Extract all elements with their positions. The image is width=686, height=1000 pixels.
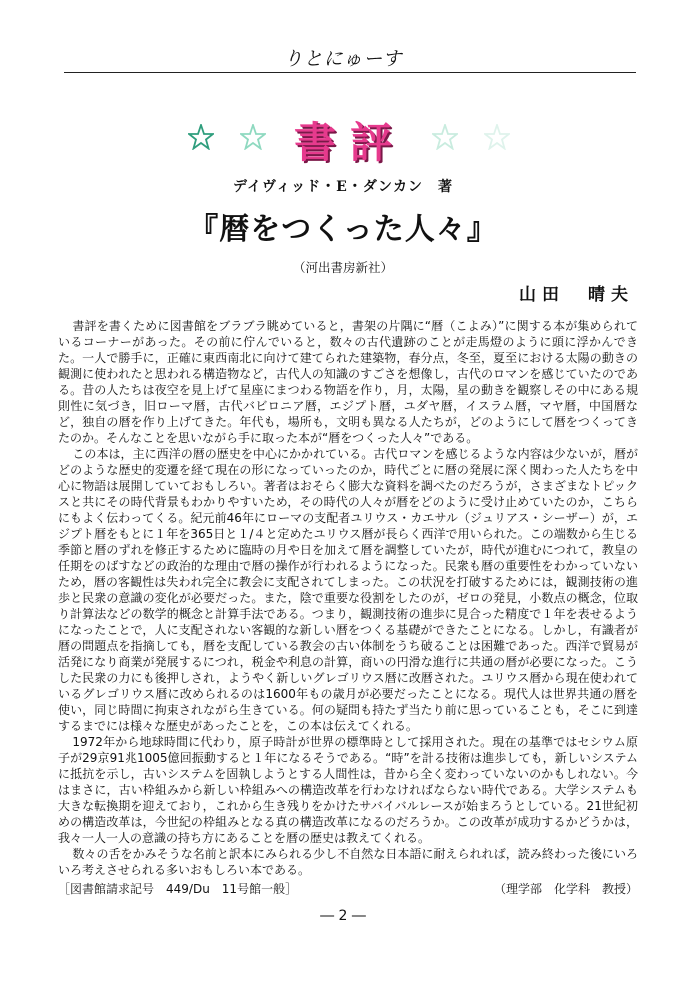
paragraph: 書評を書くために図書館をブラブラ眺めていると，書架の片隅に“暦（こよみ）”に関する本が集められているコーナーがあった。その前に佇んでいると，数々の古代遺跡のことが走馬燈のように頭に浮かんできた。一人で勝手に，正確に東西南北に向けて建てられた建築物，春分点，冬至，夏至における太陽の動きの観測に使われたと思われる構造物など，古代人の知識のすごさを想像し，古代のロマンを感じていたのである。昔の人たちは夜空を見上げて星座にまつわる物語を作り，月，太陽，星の動きを観察しその中にある規則性に気づき，旧ローマ暦，古代バビロニア暦，エジプト暦，ユダヤ暦，イスラム暦，マヤ暦，中国暦など，独自の暦を作り上げてきた。年代も，場所も，文明も異なる人たちが，どのようにして暦をつくってきたのか。そんなことを思いながら手に取った本が“暦をつくった人々”である。 xyxy=(58,319,638,445)
header-rule xyxy=(64,72,636,73)
section-title: 書評 xyxy=(293,118,406,167)
book-publisher: （河出書房新社） xyxy=(292,260,393,275)
paragraph: この本は，主に西洋の暦の歴史を中心にかかれている。古代ロマンを感じるような内容は少ないが，暦がどのような歴史的変遷を経て現在の形になっていったのか，時代ごとに暦の発展に深く関わった人たちを中心に物語は展開していておもしろい。著者はおそらく膨大な資料を調べたのだろうが，さまざまなトピックスと共にその時代背景もわかりやすいため，その時代の人々が暦をどのように受け止めていたのか，こちらにもよく伝わってくる。紀元前46年にローマの支配者ユリウス・カエサル（ジュリアス・シーザー）が，エジプト暦をもとに１年を365日と１/４と定めたユリウス暦が長らく西洋で用いられた。この端数から生じる季節と暦のずれを修正するために臨時の月や日を加えて暦を調整していたが，時代が進むにつれて，教皇の任期をのばすなどの政治的な理由で暦の操作が行われるようになった。民衆も暦の重要性をわかっていないため，暦の客観性は失われ完全に教会に支配されてしまった。この状況を打破するためには，観測技術の進歩と民衆の意識の変化が必要だった。また，陰で重要な役割をしたのが，ゼロの発見，小数点の概念，位取り計算法などの数学的概念と計算手法である。つまり，観測技術の進歩に見合った精度で１年を表せるようになったことで，人に支配されない客観的な新しい暦をつくる基礎ができたことになる。しかし，有識者が暦の問題点を指摘しても，暦を支配している教会の古い体制をうち破ることは困難であった。西洋で貿易が活発になり商業が発展するにつれ，税金や利息の計算，商いの円滑な進行に共通の暦が必要になった。こうした民衆の力にも後押しされ，ようやく新しいグレゴリウス暦に改暦された。ユリウス暦から現在使われているグレゴリウス暦に改められるのは1600年もの歳月が必要だったことになる。現代人は世界共通の暦を使い，同じ時間に拘束されながら生きている。何の疑問も持たず当たり前に思っていることも，そこに到達するまでには様々な歴史があったことを，この本は伝えてくれる。 xyxy=(58,447,638,733)
book-author: デイヴィッド・E・ダンカン 著 xyxy=(233,179,453,195)
star-icon xyxy=(188,124,214,150)
book-title: 『暦をつくった人々』 xyxy=(188,212,498,247)
reviewer-name: 山田 晴夫 xyxy=(519,285,634,305)
section-heading xyxy=(0,108,686,167)
newsletter-title: りとにゅーす xyxy=(283,48,403,70)
page-number: ― 2 ― xyxy=(320,908,366,924)
review-body xyxy=(58,318,638,878)
star-icon xyxy=(432,124,458,150)
call-number: ［図書館請求記号 449/Du 11号館一般］ xyxy=(58,882,298,896)
star-icon xyxy=(240,124,266,150)
paragraph: 数々の舌をかみそうな名前と訳本にみられる少し不自然な日本語に耐えられれば，読み終わった後にいろいろ考えさせられる多いおもしろい本である。 xyxy=(58,847,638,877)
paragraph: 1972年から地球時間に代わり，原子時計が世界の標準時として採用された。現在の基準ではセシウム原子が29京91兆1005億回振動すると１年になるそうである。“時”を計る技術は進歩しても，新しいシステムに抵抗を示し，古いシステムを固執しようとする人間性は，昔から全く変わっていないのかもしれない。今はまさに，古い枠組みから新しい枠組みへの構造改革を行わなければならない時代である。大学システムも大きな転換期を迎えており，これから生き残りをかけたサバイバルレースが始まろうとしている。21世紀初めの構造改革は，今世紀の枠組みとなる真の構造改革になるのだろうか。この改革が成功するかどうかは，我々一人一人の意識の持ち方にあることを暦の歴史は教えてくれる。 xyxy=(58,735,638,845)
reviewer-affiliation: （理学部 化学科 教授） xyxy=(493,882,638,896)
star-icon xyxy=(484,124,510,150)
